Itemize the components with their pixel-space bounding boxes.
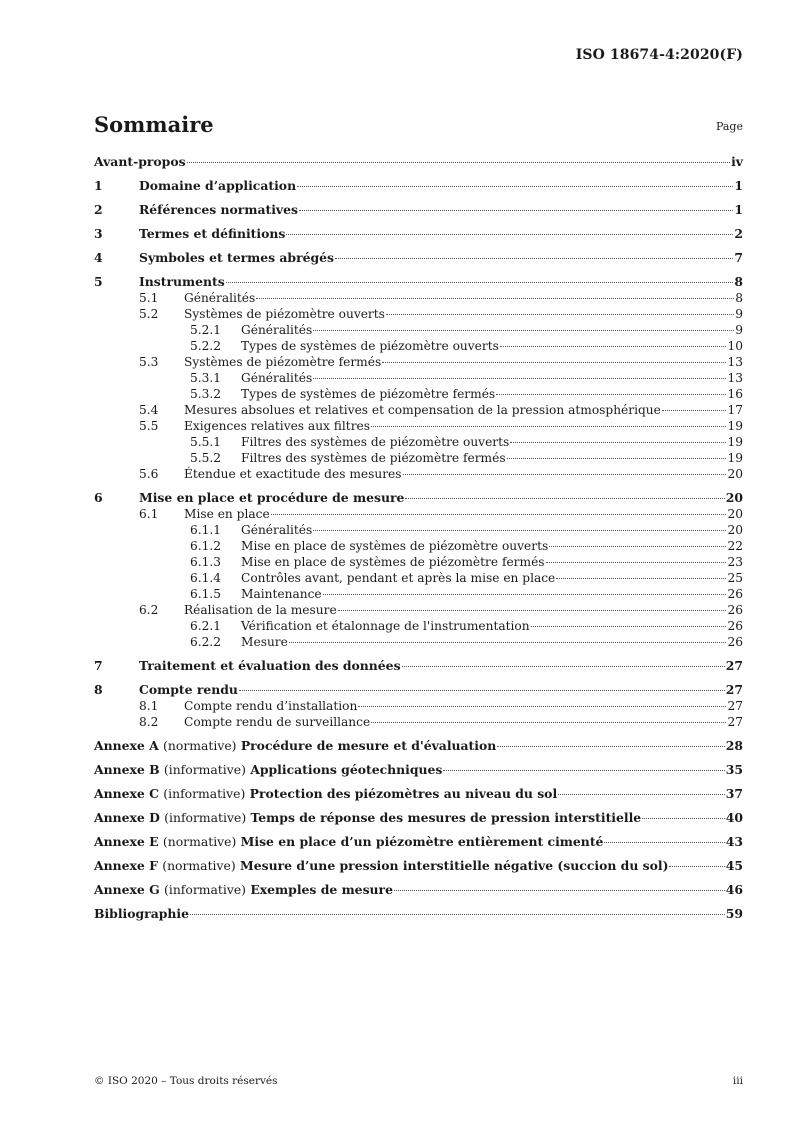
toc-entry-number: 8 — [94, 682, 103, 697]
dot-leader — [443, 770, 724, 771]
toc-entry-title: Références normatives — [139, 202, 298, 217]
toc-entry-number: 6.1.1 — [190, 523, 222, 537]
toc-entry-title: Étendue et exactitude des mesures — [184, 467, 402, 481]
dot-leader — [604, 842, 724, 843]
annex-label: Annexe F — [94, 858, 158, 873]
toc-entry[interactable] — [94, 354, 743, 370]
toc-entry[interactable] — [94, 322, 743, 338]
toc-entry[interactable] — [94, 306, 743, 322]
toc-entry[interactable] — [94, 178, 743, 194]
toc-entry[interactable] — [94, 762, 743, 778]
dot-leader — [558, 794, 725, 795]
toc-entry[interactable] — [94, 506, 743, 522]
dot-leader — [358, 706, 726, 707]
toc-entry[interactable] — [94, 490, 743, 506]
toc-entry-title — [94, 786, 557, 802]
toc-entry-page: 7 — [734, 250, 743, 265]
annex-type: (normative) — [162, 858, 236, 873]
toc-entry-page: 10 — [727, 339, 743, 353]
dot-leader — [335, 258, 733, 259]
annex-type: (normative) — [163, 738, 237, 753]
toc-entry-number: 8.1 — [139, 699, 159, 713]
toc-entry-title: Généralités — [241, 323, 313, 337]
toc-entry-page: 9 — [735, 323, 743, 337]
dot-leader — [297, 186, 733, 187]
toc-entry-title: Mise en place de systèmes de piézomètre fermés — [241, 555, 545, 569]
toc-entry-number: 2 — [94, 202, 103, 217]
dot-leader — [496, 394, 726, 395]
toc-entry-page: 20 — [727, 507, 743, 521]
toc-entry-number: 5.6 — [139, 467, 159, 481]
dot-leader — [403, 474, 727, 475]
toc-entry-title — [94, 858, 668, 874]
annex-title: Exemples de mesure — [250, 882, 393, 897]
toc-entry-title — [94, 738, 496, 754]
toc-entry-page: 19 — [727, 419, 743, 433]
toc-entry-page: 20 — [727, 523, 743, 537]
dot-leader — [669, 866, 724, 867]
toc-entry-page: 17 — [727, 403, 743, 417]
toc-entry[interactable] — [94, 338, 743, 354]
annex-type: (normative) — [162, 834, 237, 849]
toc-entry-page: 23 — [727, 555, 743, 569]
dot-leader — [226, 282, 734, 283]
toc-entry-title: Instruments — [139, 274, 225, 289]
footer-copyright: © ISO 2020 – Tous droits réservés — [94, 1075, 278, 1087]
toc-entry-number: 6.1.2 — [190, 539, 222, 553]
toc-entry-title: Compte rendu — [139, 682, 238, 697]
toc-entry-page: 45 — [725, 858, 743, 873]
toc-entry[interactable] — [94, 634, 743, 650]
annex-label: Annexe C — [94, 786, 159, 801]
dot-leader — [187, 162, 731, 163]
toc-entry[interactable] — [94, 554, 743, 570]
dot-leader — [500, 346, 727, 347]
toc-entry-page: 13 — [727, 355, 743, 369]
toc-entry[interactable] — [94, 834, 743, 850]
toc-entry[interactable] — [94, 250, 743, 266]
annex-label: Annexe G — [94, 882, 160, 897]
toc-entry-number: 7 — [94, 658, 103, 673]
annex-label: Annexe E — [94, 834, 159, 849]
toc-entry-title: Termes et définitions — [139, 226, 286, 241]
toc-entry-title: Types de systèmes de piézomètre ouverts — [241, 339, 499, 353]
toc-entry-number: 6.1 — [139, 507, 159, 521]
toc-entry[interactable] — [94, 698, 743, 714]
toc-entry-title: Systèmes de piézomètre fermés — [184, 355, 382, 369]
dot-leader — [402, 666, 725, 667]
toc-entry-title: Bibliographie — [94, 906, 190, 921]
toc-entry[interactable] — [94, 786, 743, 802]
toc-entry-page: iv — [731, 154, 743, 169]
toc-entry-number: 5.2.2 — [190, 339, 222, 353]
dot-leader — [338, 610, 727, 611]
dot-leader — [289, 642, 727, 643]
toc-entry-page: 35 — [725, 762, 743, 777]
toc-entry-page: 27 — [727, 699, 743, 713]
toc-entry-page: 59 — [725, 906, 743, 921]
toc-entry-number: 3 — [94, 226, 103, 241]
toc-entry-number: 5.2.1 — [190, 323, 222, 337]
toc-entry[interactable] — [94, 226, 743, 242]
toc-entry-title — [94, 882, 393, 898]
toc-entry-number: 5 — [94, 274, 103, 289]
toc-entry-page: 27 — [725, 658, 743, 673]
dot-leader — [394, 890, 725, 891]
toc-entry-page: 37 — [725, 786, 743, 801]
document-id: ISO 18674-4:2020(F) — [575, 47, 743, 63]
dot-leader — [549, 546, 726, 547]
toc-entry-page: 26 — [727, 619, 743, 633]
toc-entry-number: 6 — [94, 490, 103, 505]
toc-entry-title: Mise en place et procédure de mesure — [139, 490, 405, 505]
annex-type: (informative) — [163, 762, 246, 777]
toc-entry-title: Vérification et étalonnage de l'instrumentation — [241, 619, 530, 633]
toc-entry-title: Compte rendu de surveillance — [184, 715, 371, 729]
toc-entry-page: 1 — [734, 178, 743, 193]
dot-leader — [510, 442, 726, 443]
dot-leader — [662, 410, 727, 411]
toc-entry-page: 8 — [735, 291, 743, 305]
toc-entry-number: 6.1.5 — [190, 587, 222, 601]
toc-entry[interactable] — [94, 738, 743, 754]
toc-entry[interactable] — [94, 290, 743, 306]
toc-entry-number: 6.1.3 — [190, 555, 222, 569]
toc-entry-number: 5.5 — [139, 419, 159, 433]
toc-entry[interactable] — [94, 882, 743, 898]
toc-entry[interactable] — [94, 810, 743, 826]
dot-leader — [531, 626, 727, 627]
toc-entry-page: 19 — [727, 435, 743, 449]
annex-title: Protection des piézomètres au niveau du sol — [249, 786, 558, 801]
annex-type: (informative) — [163, 786, 246, 801]
toc-entry-page: 20 — [727, 467, 743, 481]
table-of-contents — [94, 154, 743, 922]
toc-entry-number: 1 — [94, 178, 103, 193]
toc-entry-title: Types de systèmes de piézomètre fermés — [241, 387, 496, 401]
toc-entry-title: Généralités — [184, 291, 256, 305]
toc-entry-title — [94, 834, 603, 850]
dot-leader — [313, 378, 726, 379]
toc-entry[interactable] — [94, 202, 743, 218]
toc-entry-title: Traitement et évaluation des données — [139, 658, 401, 673]
toc-entry[interactable] — [94, 906, 743, 922]
toc-entry-title: Filtres des systèmes de piézomètre ouverts — [241, 435, 510, 449]
toc-entry-title: Symboles et termes abrégés — [139, 250, 335, 265]
annex-label: Annexe B — [94, 762, 160, 777]
toc-entry-page: 26 — [727, 603, 743, 617]
toc-entry-number: 5.5.2 — [190, 451, 222, 465]
toc-heading: Sommaire — [94, 112, 214, 137]
toc-entry-title — [94, 762, 442, 778]
dot-leader — [313, 330, 734, 331]
toc-entry[interactable] — [94, 418, 743, 434]
toc-entry-page: 26 — [727, 587, 743, 601]
toc-entry-title: Domaine d’application — [139, 178, 297, 193]
toc-entry-title: Maintenance — [241, 587, 322, 601]
dot-leader — [507, 458, 727, 459]
toc-entry-page: 22 — [727, 539, 743, 553]
toc-entry[interactable] — [94, 386, 743, 402]
toc-entry-page: 13 — [727, 371, 743, 385]
toc-entry[interactable] — [94, 402, 743, 418]
toc-entry-number: 6.2 — [139, 603, 159, 617]
dot-leader — [256, 298, 734, 299]
toc-entry-page: 27 — [725, 682, 743, 697]
toc-entry-title: Contrôles avant, pendant et après la mise en place — [241, 571, 556, 585]
toc-entry-title — [94, 810, 641, 826]
toc-entry-page: 8 — [734, 274, 743, 289]
toc-entry-page: 25 — [727, 571, 743, 585]
toc-entry-page: 28 — [725, 738, 743, 753]
annex-title: Procédure de mesure et d'évaluation — [240, 738, 497, 753]
dot-leader — [190, 914, 725, 915]
toc-entry[interactable] — [94, 154, 743, 170]
toc-entry[interactable] — [94, 618, 743, 634]
toc-entry-page: 26 — [727, 635, 743, 649]
toc-entry[interactable] — [94, 274, 743, 290]
toc-entry-number: 4 — [94, 250, 103, 265]
annex-title: Applications géotechniques — [250, 762, 443, 777]
annex-title: Mesure d’une pression interstitielle négative (succion du sol) — [240, 858, 669, 873]
toc-entry-page: 43 — [725, 834, 743, 849]
annex-type: (informative) — [164, 882, 247, 897]
toc-entry[interactable] — [94, 570, 743, 586]
toc-entry-page: 46 — [725, 882, 743, 897]
toc-entry[interactable] — [94, 434, 743, 450]
footer-page-number: iii — [732, 1075, 743, 1087]
dot-leader — [239, 690, 725, 691]
dot-leader — [382, 362, 726, 363]
dot-leader — [299, 210, 733, 211]
toc-entry-title: Réalisation de la mesure — [184, 603, 337, 617]
toc-entry[interactable] — [94, 538, 743, 554]
toc-entry-page: 2 — [734, 226, 743, 241]
toc-entry-page: 27 — [727, 715, 743, 729]
toc-entry[interactable] — [94, 586, 743, 602]
toc-entry-title: Généralités — [241, 523, 313, 537]
dot-leader — [371, 722, 726, 723]
toc-entry-title: Avant-propos — [94, 154, 186, 169]
toc-entry-title: Compte rendu d’installation — [184, 699, 358, 713]
toc-entry-page: 9 — [735, 307, 743, 321]
toc-entry-page: 40 — [725, 810, 743, 825]
toc-entry-title: Généralités — [241, 371, 313, 385]
dot-leader — [323, 594, 727, 595]
annex-title: Mise en place d’un piézomètre entièrement cimenté — [240, 834, 604, 849]
annex-label: Annexe A — [94, 738, 159, 753]
dot-leader — [386, 314, 734, 315]
toc-entry-number: 5.1 — [139, 291, 159, 305]
toc-entry-page: 19 — [727, 451, 743, 465]
toc-entry-number: 5.3.2 — [190, 387, 222, 401]
dot-leader — [546, 562, 727, 563]
toc-entry[interactable] — [94, 658, 743, 674]
toc-entry-page: 20 — [725, 490, 743, 505]
toc-entry[interactable] — [94, 450, 743, 466]
dot-leader — [556, 578, 726, 579]
dot-leader — [405, 498, 724, 499]
dot-leader — [271, 514, 727, 515]
toc-entry[interactable] — [94, 466, 743, 482]
annex-title: Temps de réponse des mesures de pression interstitielle — [250, 810, 642, 825]
dot-leader — [642, 818, 725, 819]
toc-entry-number: 8.2 — [139, 715, 159, 729]
toc-entry[interactable] — [94, 602, 743, 618]
toc-entry-number: 5.5.1 — [190, 435, 222, 449]
toc-entry-number: 5.3 — [139, 355, 159, 369]
annex-label: Annexe D — [94, 810, 160, 825]
toc-entry-title: Mise en place de systèmes de piézomètre ouverts — [241, 539, 549, 553]
toc-entry[interactable] — [94, 522, 743, 538]
toc-entry-number: 6.2.1 — [190, 619, 222, 633]
toc-entry-title: Mise en place — [184, 507, 270, 521]
toc-entry-title: Systèmes de piézomètre ouverts — [184, 307, 385, 321]
toc-entry-title: Mesures absolues et relatives et compensation de la pression atmosphérique — [184, 403, 661, 417]
dot-leader — [371, 426, 726, 427]
toc-entry-number: 5.4 — [139, 403, 159, 417]
toc-entry[interactable] — [94, 370, 743, 386]
toc-entry[interactable] — [94, 858, 743, 874]
toc-entry-page: 16 — [727, 387, 743, 401]
dot-leader — [313, 530, 726, 531]
page-column-label: Page — [715, 120, 743, 133]
toc-entry-number: 6.1.4 — [190, 571, 222, 585]
toc-entry[interactable] — [94, 682, 743, 698]
toc-entry-title: Exigences relatives aux filtres — [184, 419, 371, 433]
toc-entry-number: 5.3.1 — [190, 371, 222, 385]
toc-entry-title: Filtres des systèmes de piézomètre fermés — [241, 451, 506, 465]
annex-type: (informative) — [164, 810, 247, 825]
toc-entry-title: Mesure — [241, 635, 288, 649]
dot-leader — [286, 234, 733, 235]
toc-entry-page: 1 — [734, 202, 743, 217]
toc-entry[interactable] — [94, 714, 743, 730]
dot-leader — [497, 746, 724, 747]
toc-entry-number: 5.2 — [139, 307, 159, 321]
toc-entry-number: 6.2.2 — [190, 635, 222, 649]
